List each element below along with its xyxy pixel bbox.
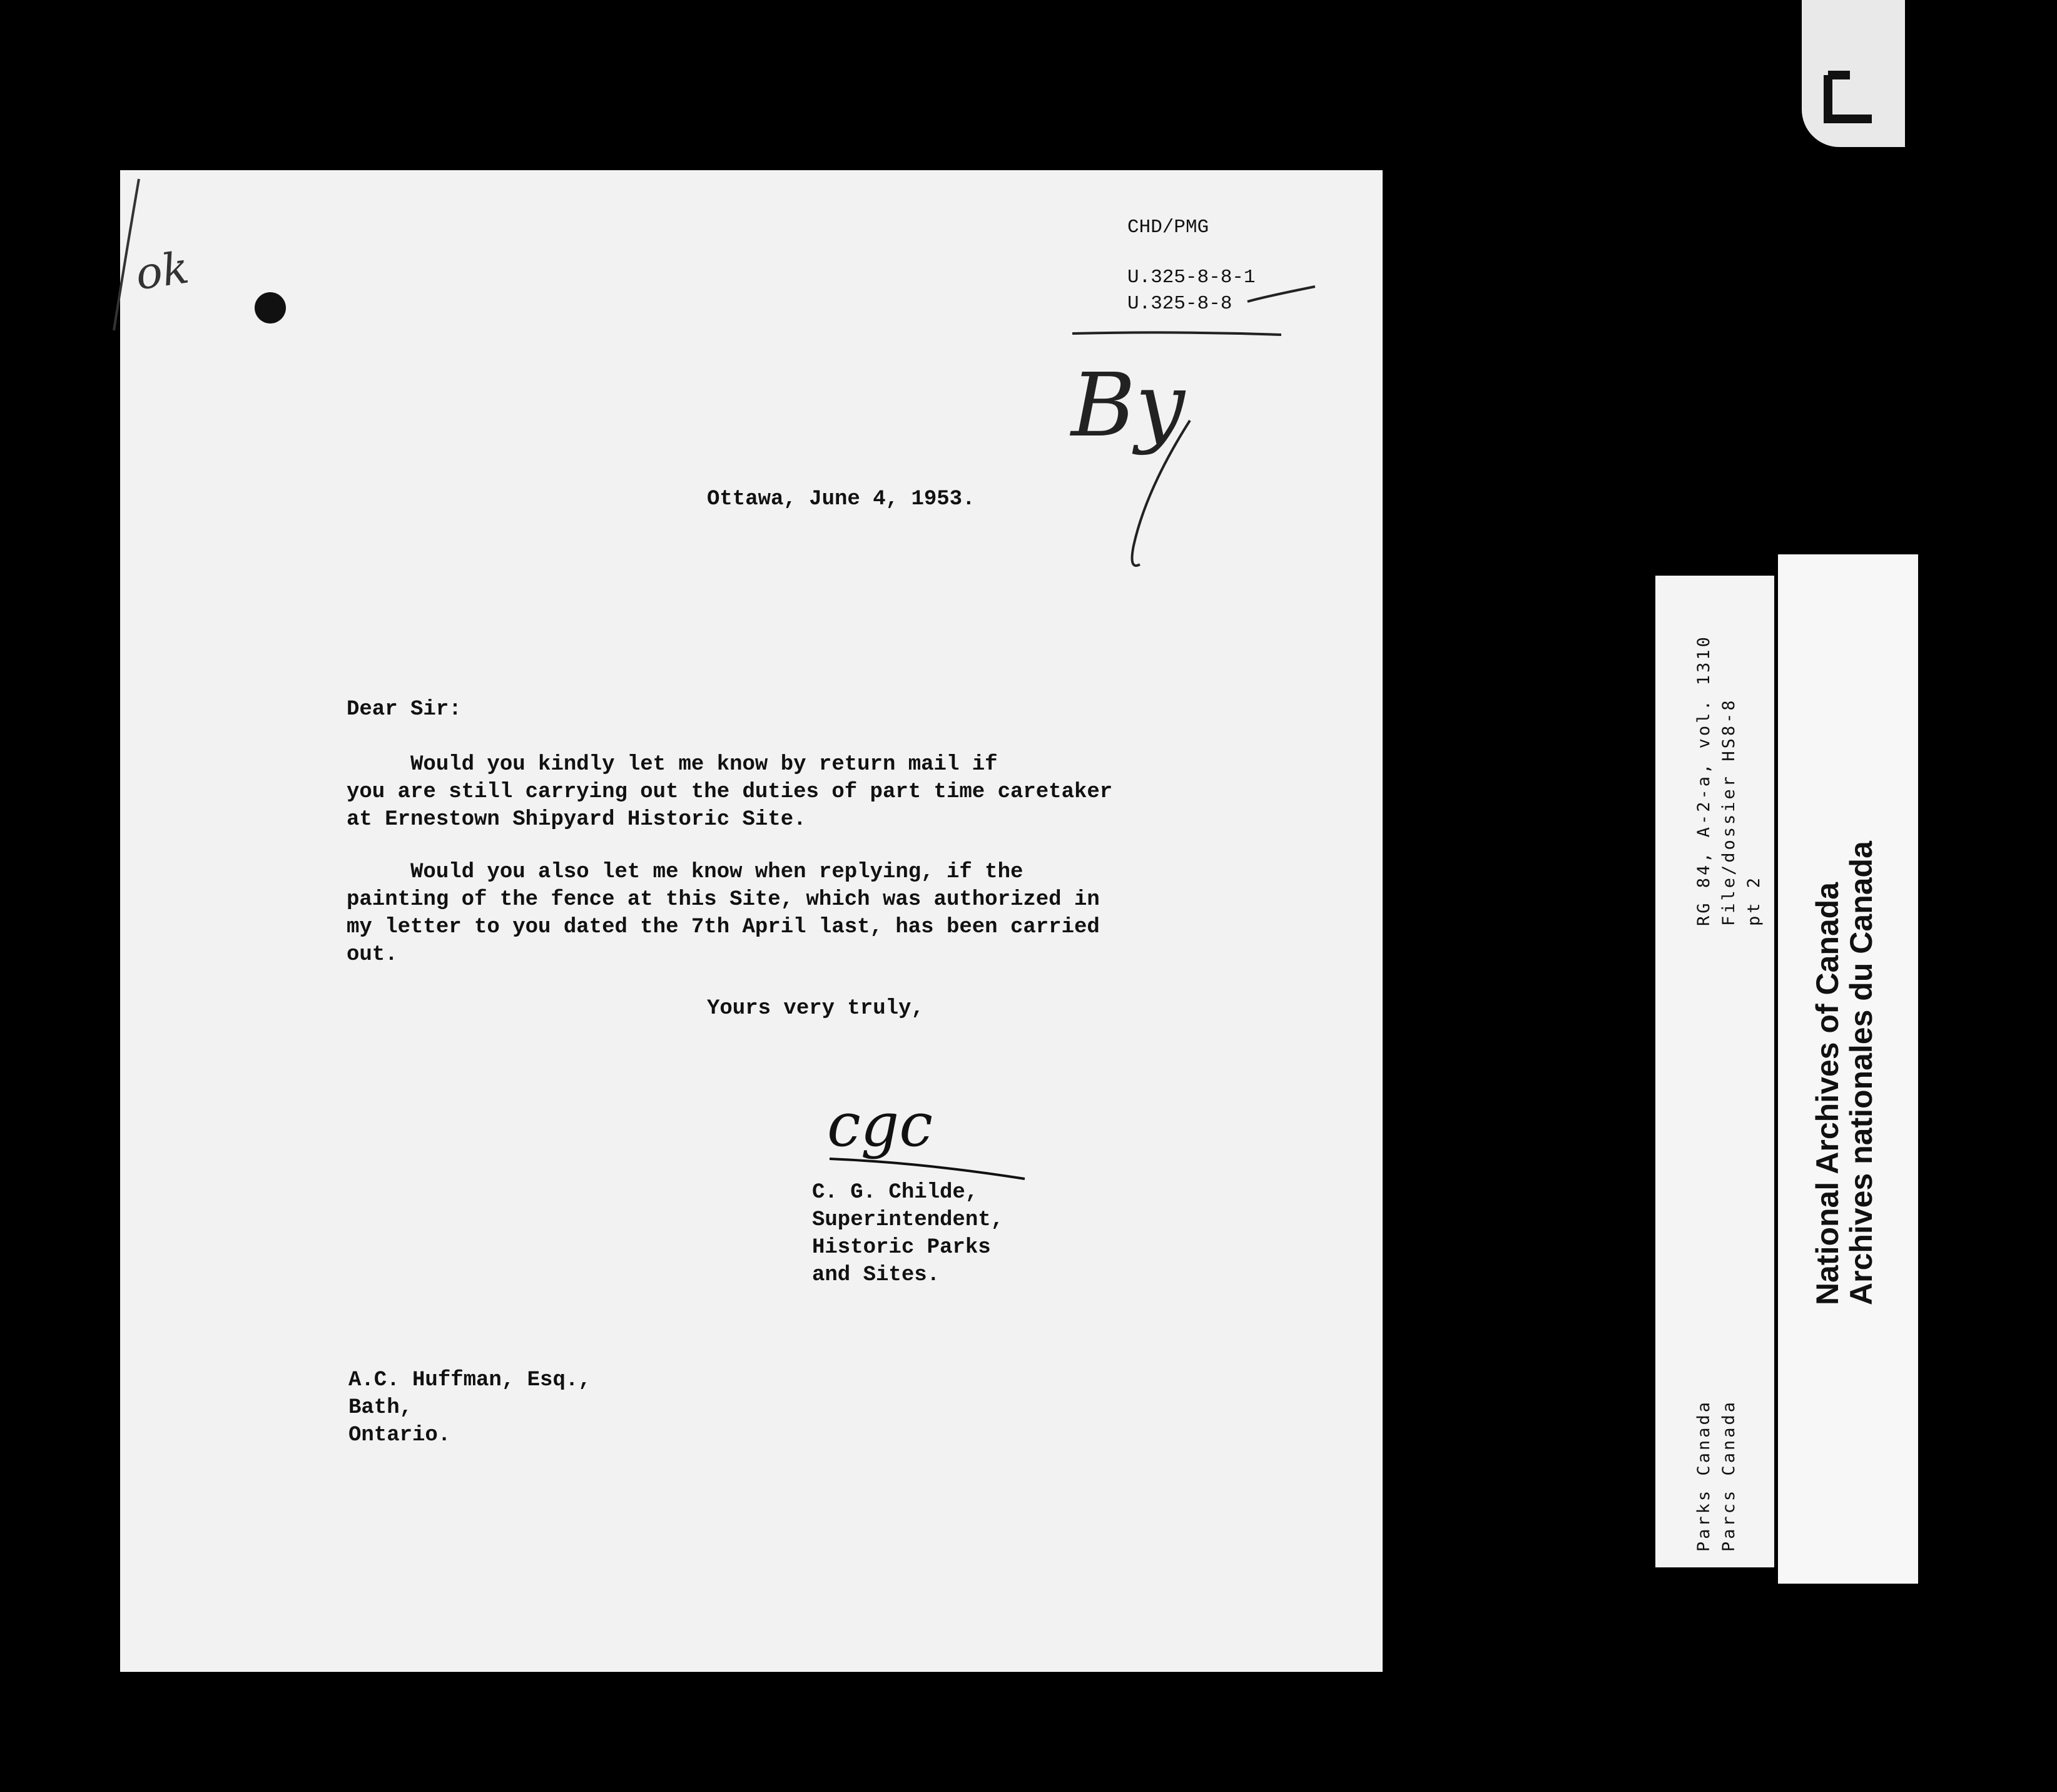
salutation: Dear Sir: bbox=[347, 698, 462, 721]
creator-name: Parcs Canada bbox=[1719, 1399, 1739, 1552]
archives-institution-label bbox=[1778, 554, 1918, 1584]
file-ref-2: U.325-8-8 bbox=[1127, 293, 1232, 315]
paragraph-1-line: you are still carrying out the duties of part time caretaker bbox=[347, 780, 1113, 804]
signatory-name: C. G. Childe, bbox=[812, 1181, 978, 1204]
institution-fr: Archives nationales du Canada bbox=[1844, 841, 1879, 1305]
file-ref-1: U.325-8-8-1 bbox=[1127, 267, 1256, 288]
paragraph-2-line: Would you also let me know when replying, if the bbox=[347, 860, 1023, 884]
archive-ref-line: File/dossier HS8-8 bbox=[1719, 698, 1739, 926]
archive-ref-line: pt 2 bbox=[1744, 875, 1764, 926]
institution-en: National Archives of Canada bbox=[1810, 882, 1845, 1305]
handwritten-by: By bbox=[1071, 355, 1185, 457]
margin-note: ok bbox=[132, 242, 192, 300]
paragraph-2-line: my letter to you dated the 7th April last, has been carried bbox=[347, 915, 1100, 939]
punch-hole-mark bbox=[255, 292, 286, 323]
signatory-title: and Sites. bbox=[812, 1263, 940, 1287]
recipient-address: Ontario. bbox=[348, 1423, 451, 1447]
signatory-title: Superintendent, bbox=[812, 1208, 1004, 1232]
signatory-title: Historic Parks bbox=[812, 1236, 991, 1260]
paragraph-1-line: at Ernestown Shipyard Historic Site. bbox=[347, 808, 806, 832]
check-mark bbox=[1246, 283, 1321, 308]
dateline: Ottawa, June 4, 1953. bbox=[707, 487, 975, 511]
initials-line: CHD/PMG bbox=[1127, 216, 1209, 238]
letter-page bbox=[120, 170, 1383, 1672]
recipient-name: A.C. Huffman, Esq., bbox=[348, 1368, 591, 1392]
paragraph-1-line: Would you kindly let me know by return mail if bbox=[347, 753, 998, 776]
signature-initials: cgc bbox=[827, 1090, 933, 1160]
paragraph-2-line: out. bbox=[347, 943, 398, 967]
by-flourish bbox=[1109, 414, 1196, 577]
paragraph-2-line: painting of the fence at this Site, which was authorized in bbox=[347, 888, 1100, 912]
recipient-address: Bath, bbox=[348, 1396, 413, 1420]
closing: Yours very truly, bbox=[707, 997, 924, 1021]
archive-ref-line: RG 84, A-2-a, vol. 1310 bbox=[1694, 634, 1714, 926]
header-rule bbox=[1071, 330, 1284, 337]
creator-name: Parks Canada bbox=[1694, 1399, 1714, 1552]
corner-frame-icon bbox=[1822, 69, 1878, 125]
signature-underline bbox=[827, 1146, 1027, 1184]
archive-reference-label bbox=[1655, 576, 1774, 1567]
